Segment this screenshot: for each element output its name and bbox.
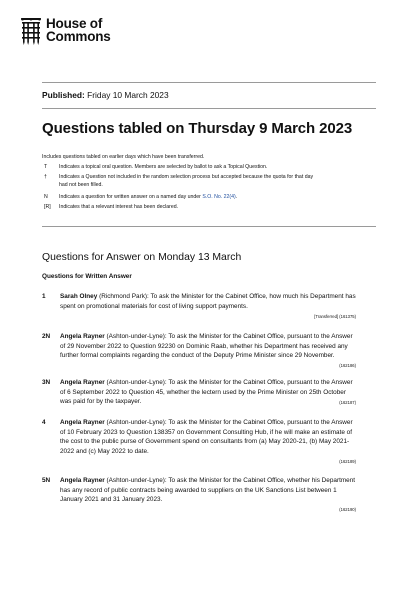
member-name: Angela Rayner bbox=[60, 477, 105, 484]
published-divider bbox=[42, 108, 376, 109]
key-text: Indicates a Question not included in the random selection process but accepted because the quota for that day had not been filled. bbox=[59, 174, 314, 188]
page-title: Questions tabled on Thursday 9 March 2023 bbox=[42, 120, 353, 137]
question-number: 5N bbox=[42, 477, 51, 484]
question-number: 2N bbox=[42, 333, 51, 340]
key-symbol: [R] bbox=[44, 204, 51, 210]
question-reference: (162187) bbox=[339, 400, 356, 405]
member-name: Angela Rayner bbox=[60, 419, 105, 426]
member-name: Sarah Olney bbox=[60, 293, 98, 300]
logo-line-1: House of bbox=[46, 16, 103, 31]
question-text: Angela Rayner (Ashton-under-Lyne): To ask the Minister for the Cabinet Office, whether his Department has any record of public contracts being awarded to suppliers on the UK Sanctions List between 1 January 2021 and 31 January 2023. bbox=[60, 477, 356, 504]
key-symbol: N bbox=[44, 194, 48, 200]
key-symbol: T bbox=[44, 164, 48, 170]
published-date: Friday 10 March 2023 bbox=[84, 90, 169, 100]
question-text: Sarah Olney (Richmond Park): To ask the Minister for the Cabinet Office, how much his Department has spent on promotional materials for cost of living support payments. bbox=[60, 293, 356, 310]
key-text: Indicates a question for written answer on a named day under S.O. No. 22(4). bbox=[59, 194, 238, 200]
logo-line-2: Commons bbox=[46, 28, 111, 44]
question-text: Angela Rayner (Ashton-under-Lyne): To ask the Minister for the Cabinet Office, pursuant to the Answer of 6 September 2022 to Question 45, whether the lectern used by the Prime Minister on 25th October was paid for by the taxpayer. bbox=[60, 379, 353, 406]
logo-wordmark bbox=[46, 18, 111, 43]
intro-text: Includes questions tabled on earlier days which have been transferred. bbox=[42, 154, 205, 160]
published-label: Published: bbox=[42, 90, 85, 100]
question-reference: (162190) bbox=[339, 507, 356, 512]
question-number: 3N bbox=[42, 379, 51, 386]
question-text: Angela Rayner (Ashton-under-Lyne): To ask the Minister for the Cabinet Office, pursuant to the Answer of 29 November 2022 to Question 92230 on Dominic Raab, whether his Department has received any further formal complaints regarding the conduct of the Deputy Prime Minister since 29 November. bbox=[60, 333, 353, 360]
standing-order-link[interactable]: S.O. No. 22(4) bbox=[202, 194, 236, 200]
member-name: Angela Rayner bbox=[60, 379, 105, 386]
section-title: Questions for Answer on Monday 13 March bbox=[42, 252, 242, 263]
question-text: Angela Rayner (Ashton-under-Lyne): To ask the Minister for the Cabinet Office, pursuant to the Answer of 10 February 2023 to Question 138357 on Government Consulting Hub, if he will make an estimate of the cost to the public purse of Government spend on consultants from (a) May 2020-21, (b) May 2021-2022 and (c) May 2022 to date. bbox=[60, 419, 353, 455]
question-reference: (162186) bbox=[339, 363, 356, 368]
subsection-heading: Questions for Written Answer bbox=[42, 273, 132, 280]
key-symbol: † bbox=[44, 174, 47, 180]
top-divider bbox=[42, 82, 376, 83]
question-number: 1 bbox=[42, 293, 46, 300]
question-reference: (162189) bbox=[339, 459, 356, 464]
question-reference: [Transferred] (161375) bbox=[314, 314, 356, 319]
house-of-commons-logo bbox=[20, 18, 111, 48]
portcullis-icon bbox=[20, 18, 42, 48]
published-line bbox=[42, 90, 169, 100]
member-name: Angela Rayner bbox=[60, 333, 105, 340]
question-number: 4 bbox=[42, 419, 46, 426]
section-divider bbox=[42, 226, 376, 227]
key-text: Indicates that a relevant interest has been declared. bbox=[59, 204, 179, 210]
key-text: Indicates a topical oral question. Members are selected by ballot to ask a Topical Question. bbox=[59, 164, 268, 170]
